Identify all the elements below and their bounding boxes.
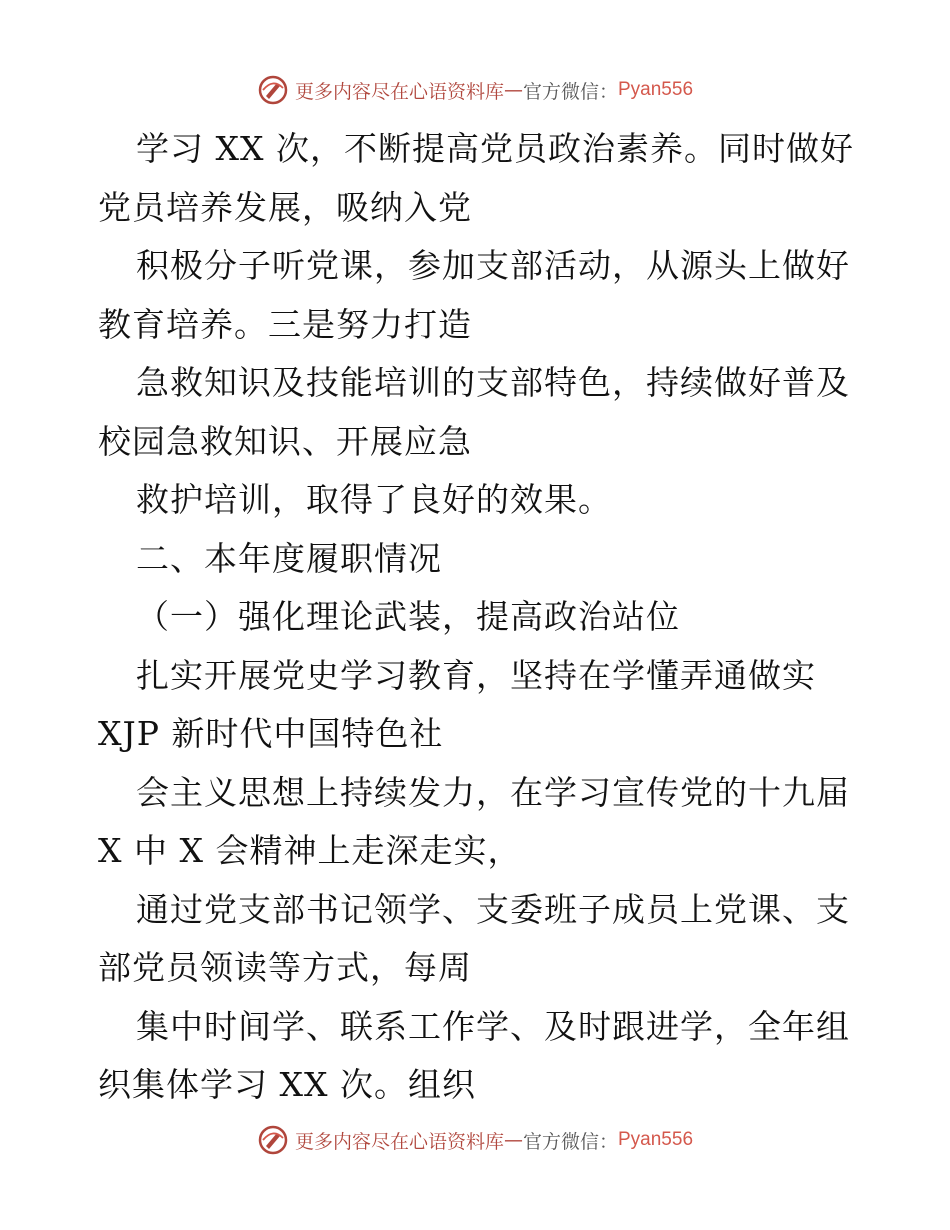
- body-line: X 中 X 会精神上走深走实，: [98, 831, 522, 870]
- pen-swirl-logo-icon: [257, 1124, 289, 1156]
- body-line: 党员培养发展，吸纳入党: [98, 187, 472, 227]
- header-banner: [0, 70, 950, 110]
- body-line: 学习 XX 次，不断提高党员政治素养。同时做好: [136, 129, 854, 168]
- banner-handle: Pyan556: [618, 1129, 694, 1150]
- body-line: 积极分子听党课，参加支部活动，从源头上做好: [136, 246, 850, 285]
- banner-official-text: 官方微信：: [522, 80, 618, 103]
- section-heading: 二、本年度履职情况: [136, 538, 442, 578]
- body-line: 通过党支部书记领学、支委班子成员上党课、支: [136, 889, 850, 929]
- banner-main-text: 更多内容尽在心语资料库: [294, 80, 504, 103]
- document-body: [98, 120, 858, 1115]
- body-line: 集中时间学、联系工作学、及时跟进学，全年组: [136, 1006, 850, 1046]
- body-line: 织集体学习 XX 次。组织: [98, 1065, 476, 1104]
- subsection-heading: （一）强化理论武装，提高政治站位: [136, 597, 680, 636]
- body-line: 部党员领读等方式，每周: [98, 948, 472, 987]
- banner-dash: —: [503, 1129, 523, 1151]
- footer-banner: [0, 1120, 950, 1160]
- pen-swirl-logo-icon: [257, 74, 289, 106]
- body-line: 会主义思想上持续发力，在学习宣传党的十九届: [136, 772, 850, 812]
- banner-handle: Pyan556: [618, 79, 694, 100]
- body-line: 校园急救知识、开展应急: [98, 421, 472, 461]
- body-line: 急救知识及技能培训的支部特色，持续做好普及: [136, 363, 850, 402]
- body-line: 扎实开展党史学习教育，坚持在学懂弄通做实: [136, 655, 816, 695]
- body-line: XJP 新时代中国特色社: [98, 714, 444, 753]
- banner-official-text: 官方微信：: [522, 1130, 618, 1153]
- banner-dash: —: [503, 79, 523, 101]
- body-line: 救护培训，取得了良好的效果。: [136, 480, 612, 519]
- body-line: 教育培养。三是努力打造: [98, 304, 472, 344]
- banner-main-text: 更多内容尽在心语资料库: [294, 1130, 504, 1153]
